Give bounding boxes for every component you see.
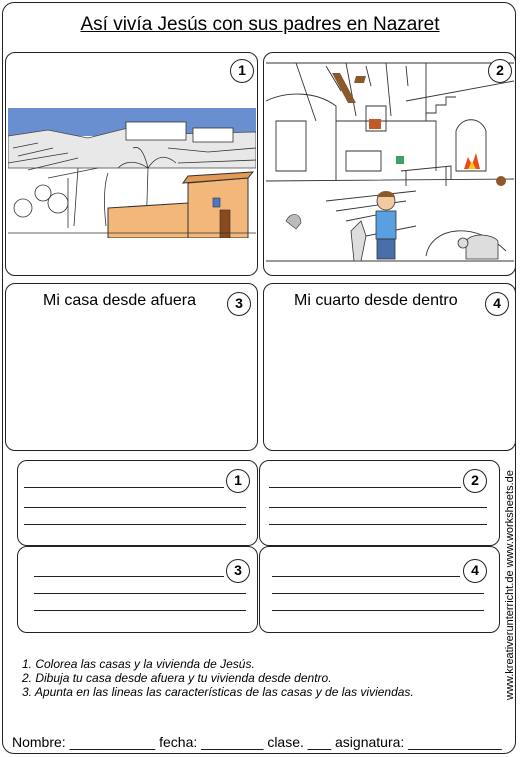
write-line[interactable] — [269, 487, 461, 488]
write-line[interactable] — [34, 576, 224, 577]
panel-3 — [5, 283, 258, 451]
instruction-3: 3. Apunta en las lineas las características de las casas y de las viviendas. — [22, 685, 414, 699]
write-line[interactable] — [272, 593, 484, 594]
footer-fields[interactable]: Nombre: ___________ fecha: ________ clase. ___ asignatura: ____________ — [12, 734, 502, 750]
village-illustration — [8, 108, 256, 238]
panel-2-number: 2 — [488, 59, 512, 83]
write-line[interactable] — [24, 524, 246, 525]
line-box-4 — [259, 546, 500, 633]
instruction-1: 1. Colorea las casas y la vivienda de Jesús. — [22, 657, 255, 671]
line-box-4-number: 4 — [463, 559, 487, 583]
side-credits: www.kreativerunterricht.de www.worksheets.de — [504, 470, 516, 700]
panel-3-label: Mi casa desde afuera — [43, 292, 196, 309]
line-box-2 — [259, 460, 500, 546]
panel-4-label: Mi cuarto desde dentro — [294, 292, 458, 309]
write-line[interactable] — [24, 507, 246, 508]
line-box-2-number: 2 — [463, 469, 487, 493]
instruction-2: 2. Dibuja tu casa desde afuera y tu vivienda desde dentro. — [22, 671, 332, 685]
write-line[interactable] — [34, 593, 246, 594]
panel-1 — [5, 52, 258, 276]
line-box-1 — [17, 460, 258, 546]
panel-4-number: 4 — [485, 292, 509, 316]
interior-illustration — [266, 61, 514, 273]
write-line[interactable] — [272, 576, 460, 577]
panel-3-number: 3 — [227, 292, 251, 316]
write-line[interactable] — [269, 524, 487, 525]
line-box-3 — [17, 546, 258, 633]
panel-1-number: 1 — [230, 59, 254, 83]
write-line[interactable] — [269, 507, 487, 508]
line-box-1-number: 1 — [226, 469, 250, 493]
panel-4 — [263, 283, 516, 451]
page-title: Así vivía Jesús con sus padres en Nazaret — [80, 14, 440, 35]
panel-2 — [263, 52, 516, 276]
write-line[interactable] — [272, 610, 484, 611]
line-box-3-number: 3 — [226, 559, 250, 583]
write-line[interactable] — [34, 610, 246, 611]
write-line[interactable] — [24, 487, 224, 488]
